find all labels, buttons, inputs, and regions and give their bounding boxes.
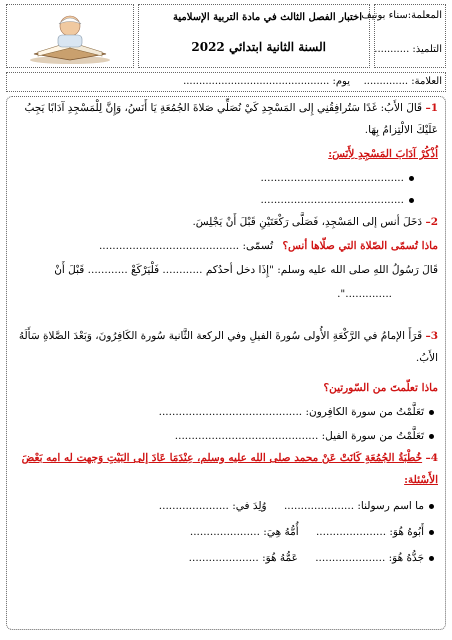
q3-prompt: ماذا تعلّمتَ من السّورتين؟ [323,382,438,394]
q1-answer-2[interactable] [260,194,414,206]
q1-paragraph: قَالَ الأَبُ: غَدًا سَتُرافِقُنِي إِلى المَسْجِدِ كَيْ نُصَلِّي صَلاةَ الجُمُعَةِ يَا أَنَسُ، وَإِنَّ لِلْمَسْجِدِ آدَابًا يَجِبُ [24,102,423,114]
q2-answer[interactable]: تُسمّى: .......................................... [98,240,274,252]
bullet-icon [429,434,434,439]
teacher-name: المعلمة:سناء بونيف [361,10,442,21]
q4-field-birthplace[interactable]: وُلِدَ في: ..................... [158,500,267,512]
bullet-icon [409,198,414,203]
q4-field-father[interactable]: أَبُوهُ هُوَ: ..................... [315,526,424,538]
student-field[interactable]: التلميذ: ........... [374,44,442,55]
q3-number: 3– [425,330,438,342]
q2-hadith-b[interactable]: ..............". [337,288,392,300]
q4-field-mother[interactable]: أُمُّهُ هِيَ: ..................... [189,526,299,538]
q2-number: 2– [425,216,438,228]
q3-text-a [19,330,438,342]
bullet-icon [429,530,434,535]
q4-field-prophet-name[interactable]: ما اسم رسولنا: ..................... [283,500,424,512]
q2-prompt: ماذا تُسمّى الصّلاة التي صلّاها أنس؟ [282,240,438,252]
q4-field-grandfather[interactable]: جَدُّهُ هُوَ: ..................... [315,552,424,564]
q4-paragraph: خُطْبَةُ الجُمُعَةِ كَانَتْ عَنْ محمد صلى الله عليه وسلم، عِنْدَمَا عَادَ إلى البَيْتِ وَجهت له امه بَعْضَ [21,452,423,464]
q4-field-uncle[interactable]: عَمُّهُ هُوَ: ..................... [188,552,298,564]
q1-text-b: عَلَيْكَ الالْتِزامُ بِهَا. [364,124,438,136]
q1-answer-1[interactable] [260,172,414,184]
exam-year: السنة الثانية ابتدائي 2022 [191,40,326,54]
q1-dots-2: ........................................... [260,194,404,206]
q1-dots-1: ........................................... [260,172,404,184]
q4-row-3[interactable] [189,552,434,564]
q3-item-1-text: تَعَلَّمْتُ من سورة الكافِرون: ........................................... [158,406,424,418]
q3-item-2-text: تَعَلَّمْتُ من سورة الفيل: ........................................... [174,430,424,442]
grade-field[interactable]: العلامة: .............. [363,76,442,87]
q1-text-a [24,102,438,114]
reading-book-icon [24,10,116,64]
exam-header [6,4,446,92]
exam-title: اختبار الفصل الثالث في مادة التربية الإسلامية [173,12,362,23]
q2-paragraph: دَخَلَ أنس إلى المَسْجِدِ، فَصَلَّى رَكْعَتَيْنِ قَبْلَ أَنْ يَجْلِسَ. [192,216,423,228]
q2-hadith-a: قَالَ رَسُولُ اللهِ صلى الله عليه وسلم: "إِذَا دخل أحدُكم ............ فَلْيَرْكَعْ ............ قَبْلَ أَنْ [54,264,438,276]
q4-prompt: الأَسْئلة: [404,474,438,486]
q4-number: 4– [425,452,438,464]
q2-question-row [99,240,438,252]
bullet-icon [429,504,434,509]
q4-row-1[interactable] [159,500,434,512]
q3-item-2[interactable] [175,430,434,442]
bullet-icon [429,410,434,415]
q3-item-1[interactable] [159,406,434,418]
q3-text-b: الأَبُ. [415,352,438,364]
q2-text [192,216,438,228]
q1-number: 1– [425,102,438,114]
bullet-icon [429,556,434,561]
day-field[interactable]: يوم: .............................................. [183,76,350,87]
bullet-icon [409,176,414,181]
q1-prompt: اُذْكُرْ آدَابَ المَسْجِدِ لِأَنَسَ: [328,148,438,160]
q4-row-2[interactable] [190,526,434,538]
q4-text [22,452,438,464]
q3-paragraph: قَرَأَ الإمامُ في الرَّكْعَةِ الأُولى سُورةَ الفيلِ وفي الركعة الثَّانية سُورة الكَافِرُونَ، وَبَعْدَ الصَّلاةِ سَأَلَهُ [18,330,423,342]
